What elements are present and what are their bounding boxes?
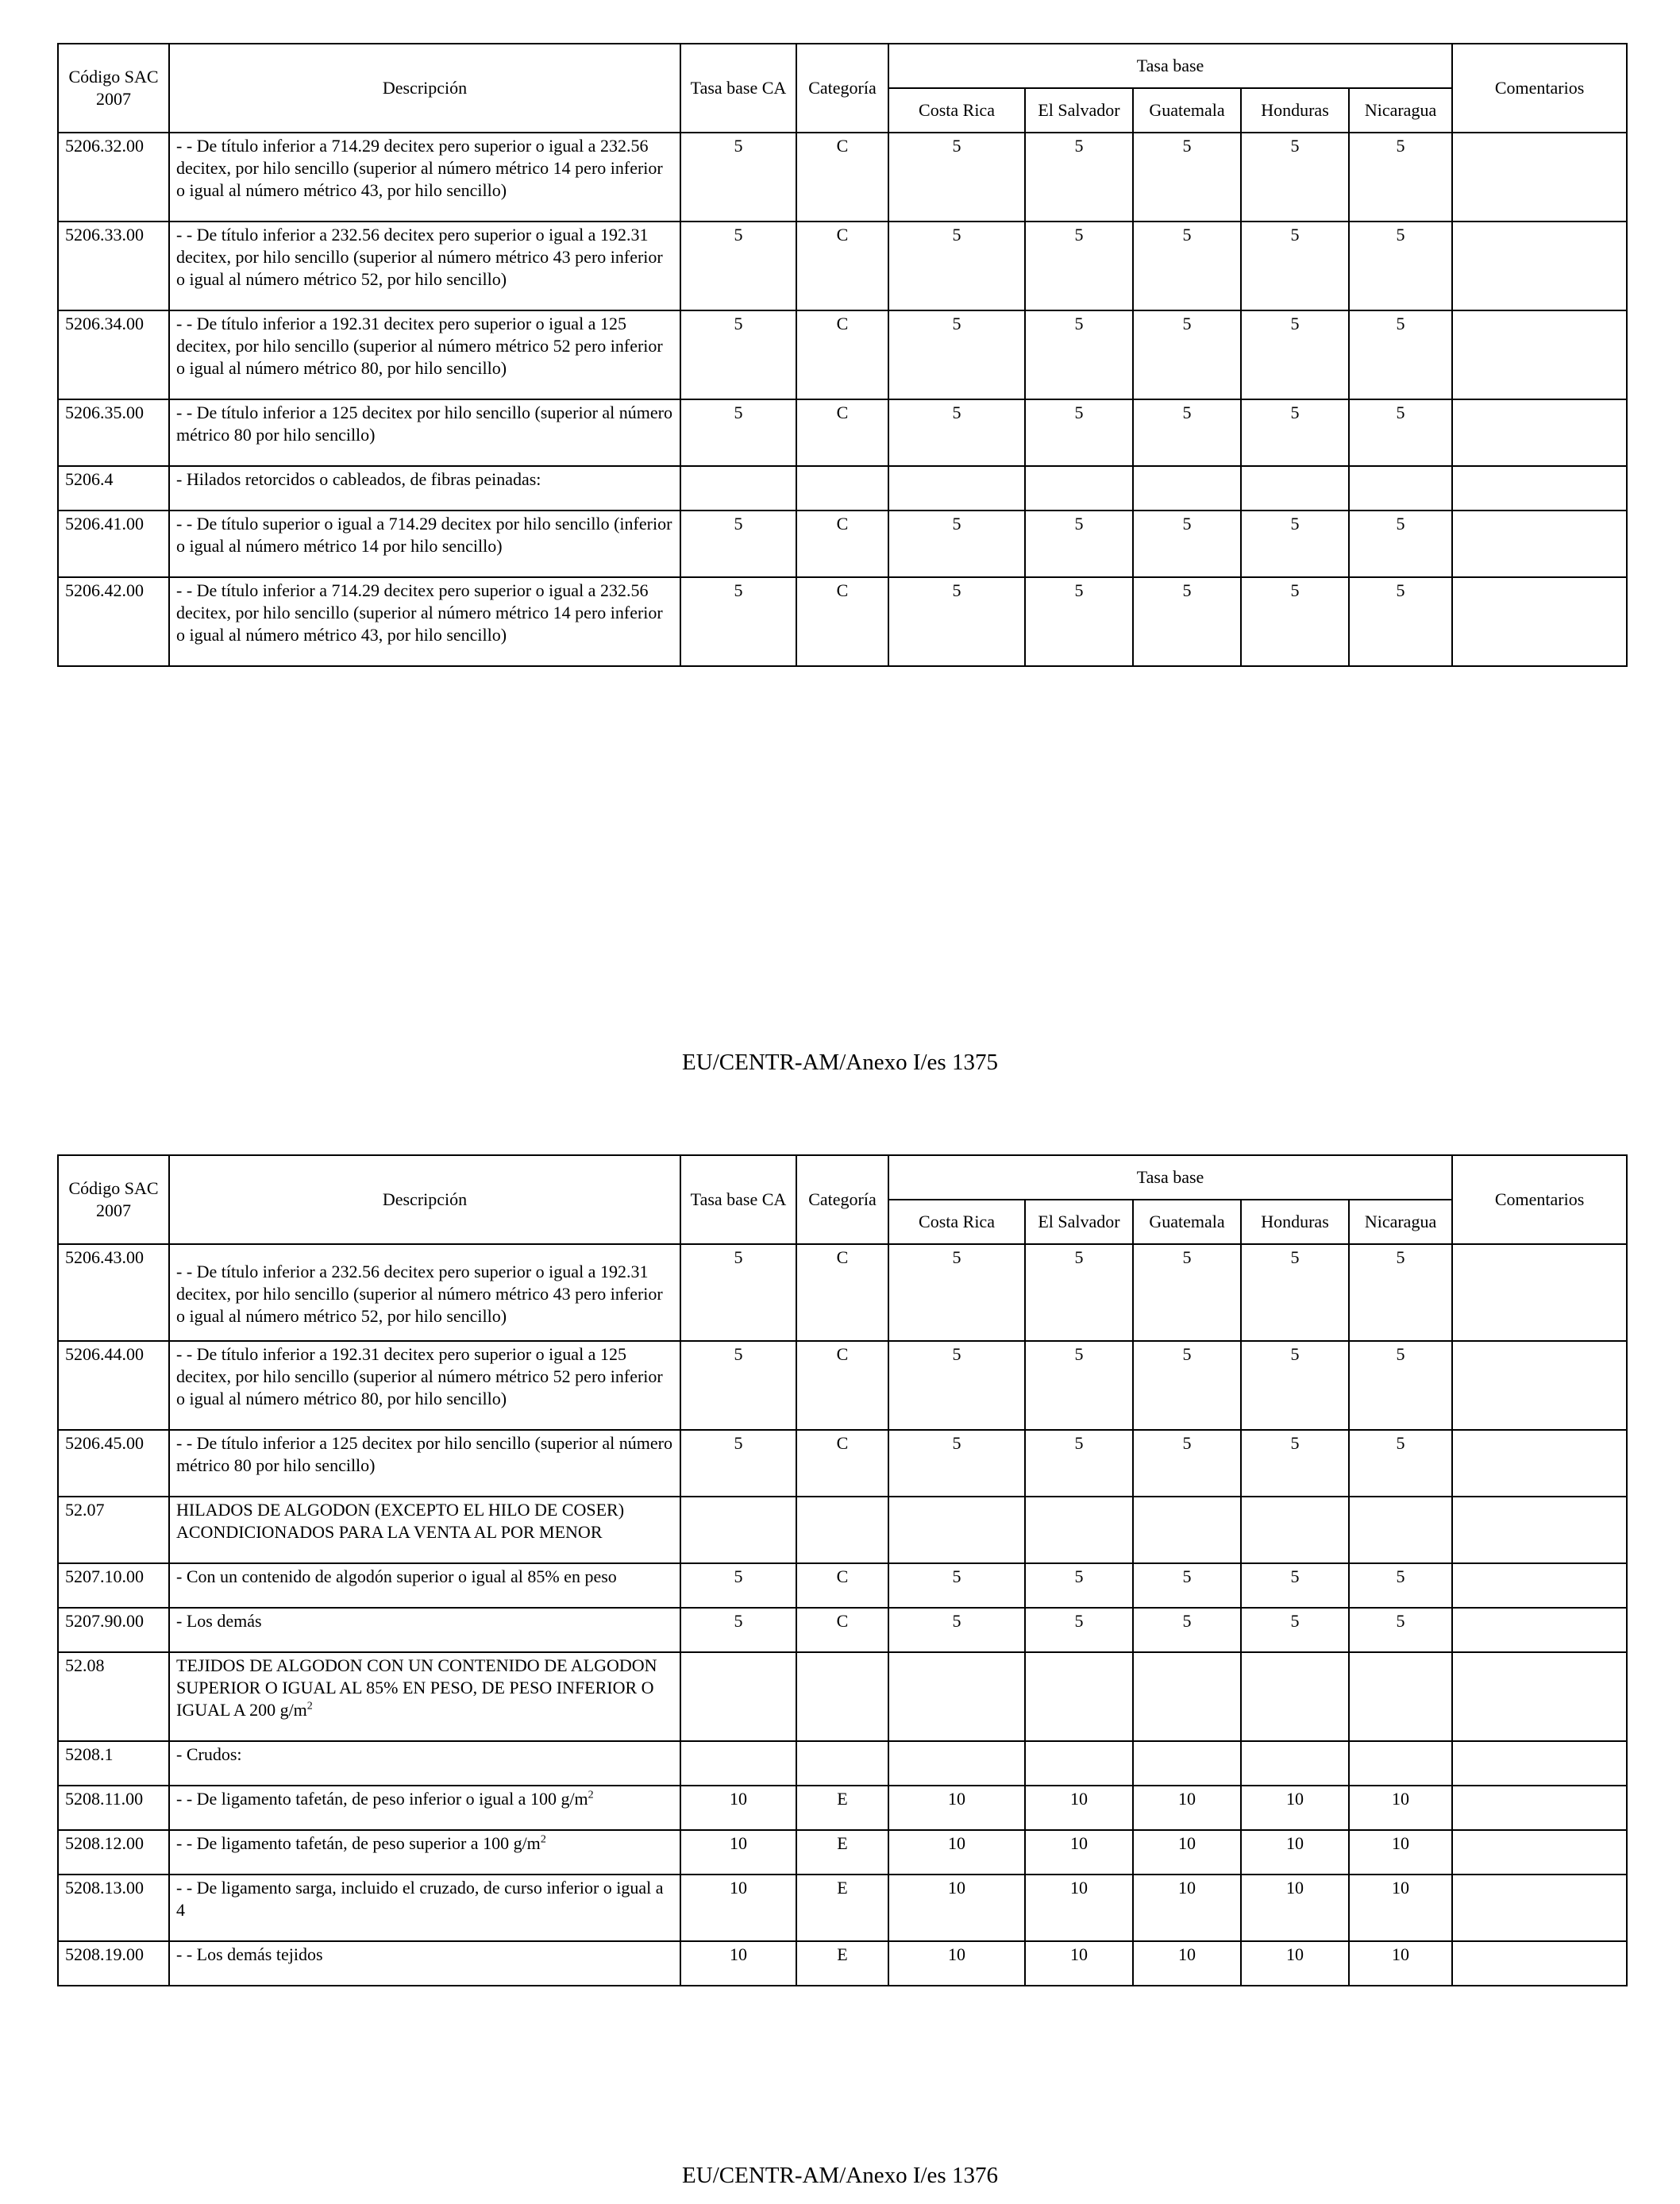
header-guatemala: Guatemala	[1133, 88, 1241, 133]
row-tasa-ca: 5	[680, 1341, 796, 1430]
row-comentarios	[1452, 1608, 1627, 1652]
row-categoria: E	[796, 1830, 888, 1875]
row-honduras: 5	[1241, 222, 1349, 310]
row-guatemala: 10	[1133, 1830, 1241, 1875]
header-tasa-base-ca: Tasa base CA	[680, 44, 796, 133]
row-comentarios	[1452, 1786, 1627, 1830]
row-el-salvador: 5	[1025, 1244, 1133, 1341]
row-comentarios	[1452, 1741, 1627, 1786]
row-description: - - De título inferior a 232.56 decitex pero superior o igual a 192.31 decitex, por hilo sencillo (superior al número métrico 43 pero inferior o igual al número métrico 52, por hilo sencillo)	[169, 222, 680, 310]
row-honduras: 10	[1241, 1875, 1349, 1941]
row-nicaragua: 5	[1349, 577, 1452, 666]
row-description-text: - - De ligamento tafetán, de peso superior a 100 g/m	[176, 1833, 541, 1853]
header-honduras: Honduras	[1241, 1200, 1349, 1244]
tariff-table-1	[57, 43, 1628, 667]
row-nicaragua	[1349, 1497, 1452, 1563]
row-el-salvador: 10	[1025, 1830, 1133, 1875]
row-el-salvador	[1025, 1652, 1133, 1741]
table-row	[58, 1608, 1627, 1652]
row-description: - Hilados retorcidos o cableados, de fibras peinadas:	[169, 466, 680, 511]
row-costa-rica: 5	[888, 310, 1025, 399]
row-code: 5208.19.00	[58, 1941, 169, 1986]
table-row	[58, 1244, 1627, 1341]
row-honduras: 5	[1241, 399, 1349, 466]
row-tasa-ca: 5	[680, 1608, 796, 1652]
row-code: 5206.33.00	[58, 222, 169, 310]
row-comentarios	[1452, 310, 1627, 399]
row-description: - - De título inferior a 192.31 decitex pero superior o igual a 125 decitex, por hilo sencillo (superior al número métrico 52 pero inferior o igual al número métrico 80, por hilo sencillo)	[169, 1341, 680, 1430]
row-nicaragua: 5	[1349, 310, 1452, 399]
row-tasa-ca	[680, 1652, 796, 1741]
row-guatemala: 5	[1133, 1430, 1241, 1497]
row-categoria	[796, 466, 888, 511]
row-code: 5207.10.00	[58, 1563, 169, 1608]
row-costa-rica	[888, 1652, 1025, 1741]
row-code: 5208.12.00	[58, 1830, 169, 1875]
row-costa-rica: 5	[888, 133, 1025, 222]
row-tasa-ca: 5	[680, 222, 796, 310]
table-row	[58, 1497, 1627, 1563]
row-description: - Crudos:	[169, 1741, 680, 1786]
table-row	[58, 399, 1627, 466]
row-costa-rica	[888, 466, 1025, 511]
table-row	[58, 1652, 1627, 1741]
row-honduras	[1241, 1497, 1349, 1563]
row-guatemala: 5	[1133, 1341, 1241, 1430]
row-categoria	[796, 1652, 888, 1741]
row-guatemala: 5	[1133, 511, 1241, 577]
row-code: 5206.4	[58, 466, 169, 511]
row-honduras: 5	[1241, 1608, 1349, 1652]
row-costa-rica: 5	[888, 1430, 1025, 1497]
row-nicaragua: 5	[1349, 1563, 1452, 1608]
tariff-table-2	[57, 1154, 1628, 1986]
row-description: - - De título inferior a 125 decitex por hilo sencillo (superior al número métrico 80 por hilo sencillo)	[169, 399, 680, 466]
row-honduras: 10	[1241, 1830, 1349, 1875]
row-el-salvador	[1025, 466, 1133, 511]
row-code: 5206.34.00	[58, 310, 169, 399]
row-honduras: 5	[1241, 577, 1349, 666]
table-row	[58, 1941, 1627, 1986]
row-description: - - De título inferior a 125 decitex por hilo sencillo (superior al número métrico 80 por hilo sencillo)	[169, 1430, 680, 1497]
row-guatemala: 10	[1133, 1941, 1241, 1986]
row-costa-rica: 10	[888, 1830, 1025, 1875]
row-costa-rica: 5	[888, 1608, 1025, 1652]
header-honduras: Honduras	[1241, 88, 1349, 133]
table-row	[58, 1741, 1627, 1786]
row-description: - - De título inferior a 192.31 decitex pero superior o igual a 125 decitex, por hilo sencillo (superior al número métrico 52 pero inferior o igual al número métrico 80, por hilo sencillo)	[169, 310, 680, 399]
row-guatemala: 5	[1133, 310, 1241, 399]
row-categoria: C	[796, 511, 888, 577]
header-comentarios: Comentarios	[1452, 44, 1627, 133]
row-honduras	[1241, 1652, 1349, 1741]
row-tasa-ca	[680, 1741, 796, 1786]
table-row	[58, 1786, 1627, 1830]
row-nicaragua: 5	[1349, 1244, 1452, 1341]
row-nicaragua	[1349, 466, 1452, 511]
row-guatemala: 5	[1133, 1244, 1241, 1341]
row-honduras	[1241, 466, 1349, 511]
row-code: 5206.41.00	[58, 511, 169, 577]
row-nicaragua: 5	[1349, 222, 1452, 310]
row-honduras: 5	[1241, 1430, 1349, 1497]
row-nicaragua: 5	[1349, 511, 1452, 577]
row-code: 5206.42.00	[58, 577, 169, 666]
row-categoria: E	[796, 1786, 888, 1830]
row-honduras: 5	[1241, 133, 1349, 222]
header-categoria: Categoría	[796, 1155, 888, 1244]
row-comentarios	[1452, 1830, 1627, 1875]
row-tasa-ca: 5	[680, 133, 796, 222]
row-costa-rica: 10	[888, 1875, 1025, 1941]
row-description	[169, 1652, 680, 1741]
row-tasa-ca: 5	[680, 399, 796, 466]
superscript: 2	[588, 1789, 594, 1801]
row-guatemala: 5	[1133, 222, 1241, 310]
row-tasa-ca: 10	[680, 1875, 796, 1941]
row-guatemala	[1133, 1652, 1241, 1741]
row-code: 52.07	[58, 1497, 169, 1563]
row-costa-rica: 5	[888, 1563, 1025, 1608]
table-row	[58, 1563, 1627, 1608]
row-honduras: 5	[1241, 1341, 1349, 1430]
row-nicaragua: 5	[1349, 1430, 1452, 1497]
table-row	[58, 222, 1627, 310]
header-nicaragua: Nicaragua	[1349, 1200, 1452, 1244]
superscript: 2	[306, 1700, 313, 1713]
row-honduras: 10	[1241, 1786, 1349, 1830]
table-row	[58, 1875, 1627, 1941]
page-footer-2: EU/CENTR-AM/Anexo I/es 1376	[682, 2163, 998, 2188]
row-guatemala	[1133, 1497, 1241, 1563]
table-row	[58, 1341, 1627, 1430]
row-nicaragua: 5	[1349, 1341, 1452, 1430]
row-costa-rica: 5	[888, 222, 1025, 310]
row-description: - Los demás	[169, 1608, 680, 1652]
row-tasa-ca: 10	[680, 1941, 796, 1986]
row-honduras: 5	[1241, 310, 1349, 399]
row-costa-rica: 10	[888, 1941, 1025, 1986]
table-row	[58, 1430, 1627, 1497]
row-comentarios	[1452, 466, 1627, 511]
row-el-salvador: 5	[1025, 1563, 1133, 1608]
row-code: 5206.35.00	[58, 399, 169, 466]
row-nicaragua: 5	[1349, 399, 1452, 466]
row-tasa-ca: 10	[680, 1830, 796, 1875]
row-categoria: C	[796, 1608, 888, 1652]
header-tasa-base-ca: Tasa base CA	[680, 1155, 796, 1244]
row-costa-rica: 5	[888, 399, 1025, 466]
row-description-text: - - De ligamento tafetán, de peso inferior o igual a 100 g/m	[176, 1789, 588, 1809]
row-costa-rica	[888, 1497, 1025, 1563]
row-el-salvador: 5	[1025, 511, 1133, 577]
row-guatemala: 5	[1133, 1563, 1241, 1608]
row-guatemala: 5	[1133, 1608, 1241, 1652]
row-code: 5206.43.00	[58, 1244, 169, 1341]
row-comentarios	[1452, 1563, 1627, 1608]
row-guatemala: 10	[1133, 1875, 1241, 1941]
row-nicaragua	[1349, 1652, 1452, 1741]
row-comentarios	[1452, 1430, 1627, 1497]
row-guatemala	[1133, 466, 1241, 511]
row-el-salvador	[1025, 1741, 1133, 1786]
row-categoria: E	[796, 1941, 888, 1986]
row-categoria: C	[796, 1430, 888, 1497]
header-descripcion: Descripción	[169, 1155, 680, 1244]
row-comentarios	[1452, 1875, 1627, 1941]
row-el-salvador: 10	[1025, 1941, 1133, 1986]
row-el-salvador: 5	[1025, 310, 1133, 399]
row-nicaragua: 10	[1349, 1830, 1452, 1875]
row-guatemala: 5	[1133, 577, 1241, 666]
row-el-salvador: 5	[1025, 133, 1133, 222]
row-nicaragua	[1349, 1741, 1452, 1786]
row-nicaragua: 5	[1349, 133, 1452, 222]
row-description: - Con un contenido de algodón superior o igual al 85% en peso	[169, 1563, 680, 1608]
row-tasa-ca	[680, 1497, 796, 1563]
row-categoria: C	[796, 399, 888, 466]
row-el-salvador: 5	[1025, 577, 1133, 666]
row-tasa-ca: 5	[680, 577, 796, 666]
row-nicaragua: 10	[1349, 1786, 1452, 1830]
row-categoria: C	[796, 1244, 888, 1341]
row-code: 5206.45.00	[58, 1430, 169, 1497]
row-code: 5206.44.00	[58, 1341, 169, 1430]
row-nicaragua: 10	[1349, 1875, 1452, 1941]
row-comentarios	[1452, 1244, 1627, 1341]
row-categoria: C	[796, 222, 888, 310]
row-tasa-ca: 5	[680, 310, 796, 399]
header-costa-rica: Costa Rica	[888, 1200, 1025, 1244]
row-honduras: 5	[1241, 1244, 1349, 1341]
table-row	[58, 577, 1627, 666]
row-tasa-ca: 5	[680, 1244, 796, 1341]
row-comentarios	[1452, 577, 1627, 666]
row-comentarios	[1452, 1341, 1627, 1430]
row-costa-rica: 5	[888, 577, 1025, 666]
row-categoria	[796, 1741, 888, 1786]
row-costa-rica: 5	[888, 1341, 1025, 1430]
row-categoria	[796, 1497, 888, 1563]
row-honduras	[1241, 1741, 1349, 1786]
page-footer-1: EU/CENTR-AM/Anexo I/es 1375	[682, 1050, 998, 1075]
row-comentarios	[1452, 1941, 1627, 1986]
row-description: HILADOS DE ALGODON (EXCEPTO EL HILO DE COSER) ACONDICIONADOS PARA LA VENTA AL POR MENOR	[169, 1497, 680, 1563]
row-code: 5208.1	[58, 1741, 169, 1786]
header-nicaragua: Nicaragua	[1349, 88, 1452, 133]
row-el-salvador: 10	[1025, 1875, 1133, 1941]
row-description: - - De ligamento sarga, incluido el cruzado, de curso inferior o igual a 4	[169, 1875, 680, 1941]
row-categoria: E	[796, 1875, 888, 1941]
header-tasa-base: Tasa base	[888, 1155, 1452, 1200]
superscript: 2	[540, 1833, 546, 1846]
row-description: - - De título inferior a 232.56 decitex pero superior o igual a 192.31 decitex, por hilo sencillo (superior al número métrico 43 pero inferior o igual al número métrico 52, por hilo sencillo)	[169, 1244, 680, 1341]
header-codigo: Código SAC 2007	[58, 1155, 169, 1244]
row-code: 5206.32.00	[58, 133, 169, 222]
row-nicaragua: 10	[1349, 1941, 1452, 1986]
row-el-salvador: 5	[1025, 1341, 1133, 1430]
row-comentarios	[1452, 399, 1627, 466]
row-el-salvador: 10	[1025, 1786, 1133, 1830]
row-honduras: 10	[1241, 1941, 1349, 1986]
row-description: - - De título inferior a 714.29 decitex pero superior o igual a 232.56 decitex, por hilo sencillo (superior al número métrico 14 pero inferior o igual al número métrico 43, por hilo sencillo)	[169, 577, 680, 666]
table-row	[58, 310, 1627, 399]
row-comentarios	[1452, 511, 1627, 577]
row-tasa-ca: 5	[680, 1430, 796, 1497]
header-comentarios: Comentarios	[1452, 1155, 1627, 1244]
row-el-salvador: 5	[1025, 1430, 1133, 1497]
table-row	[58, 511, 1627, 577]
row-code: 5207.90.00	[58, 1608, 169, 1652]
row-honduras: 5	[1241, 511, 1349, 577]
row-categoria: C	[796, 310, 888, 399]
row-comentarios	[1452, 133, 1627, 222]
row-categoria: C	[796, 577, 888, 666]
row-categoria: C	[796, 1563, 888, 1608]
row-tasa-ca: 5	[680, 511, 796, 577]
row-description: - - De título superior o igual a 714.29 decitex por hilo sencillo (inferior o igual al número métrico 14 por hilo sencillo)	[169, 511, 680, 577]
row-description: - - De título inferior a 714.29 decitex pero superior o igual a 232.56 decitex, por hilo sencillo (superior al número métrico 14 pero inferior o igual al número métrico 43, por hilo sencillo)	[169, 133, 680, 222]
row-guatemala	[1133, 1741, 1241, 1786]
row-el-salvador: 5	[1025, 399, 1133, 466]
row-description	[169, 1830, 680, 1875]
row-comentarios	[1452, 1497, 1627, 1563]
row-honduras: 5	[1241, 1563, 1349, 1608]
header-tasa-base: Tasa base	[888, 44, 1452, 88]
row-costa-rica: 10	[888, 1786, 1025, 1830]
row-categoria: C	[796, 1341, 888, 1430]
row-code: 5208.11.00	[58, 1786, 169, 1830]
row-costa-rica: 5	[888, 1244, 1025, 1341]
row-guatemala: 10	[1133, 1786, 1241, 1830]
header-categoria: Categoría	[796, 44, 888, 133]
header-costa-rica: Costa Rica	[888, 88, 1025, 133]
row-description-text: TEJIDOS DE ALGODON CON UN CONTENIDO DE ALGODON SUPERIOR O IGUAL AL 85% EN PESO, DE PESO INFERIOR O IGUAL A 200 g/m	[176, 1655, 657, 1720]
table-row	[58, 133, 1627, 222]
row-code: 5208.13.00	[58, 1875, 169, 1941]
header-codigo: Código SAC 2007	[58, 44, 169, 133]
header-descripcion: Descripción	[169, 44, 680, 133]
row-description: - - Los demás tejidos	[169, 1941, 680, 1986]
row-guatemala: 5	[1133, 133, 1241, 222]
row-el-salvador: 5	[1025, 222, 1133, 310]
row-tasa-ca: 10	[680, 1786, 796, 1830]
row-nicaragua: 5	[1349, 1608, 1452, 1652]
row-code: 52.08	[58, 1652, 169, 1741]
row-costa-rica	[888, 1741, 1025, 1786]
header-guatemala: Guatemala	[1133, 1200, 1241, 1244]
row-tasa-ca: 5	[680, 1563, 796, 1608]
row-el-salvador: 5	[1025, 1608, 1133, 1652]
row-costa-rica: 5	[888, 511, 1025, 577]
row-comentarios	[1452, 222, 1627, 310]
row-guatemala: 5	[1133, 399, 1241, 466]
row-categoria: C	[796, 133, 888, 222]
header-el-salvador: El Salvador	[1025, 88, 1133, 133]
row-comentarios	[1452, 1652, 1627, 1741]
row-description	[169, 1786, 680, 1830]
row-tasa-ca	[680, 466, 796, 511]
row-el-salvador	[1025, 1497, 1133, 1563]
header-el-salvador: El Salvador	[1025, 1200, 1133, 1244]
table-row	[58, 1830, 1627, 1875]
table-row	[58, 466, 1627, 511]
